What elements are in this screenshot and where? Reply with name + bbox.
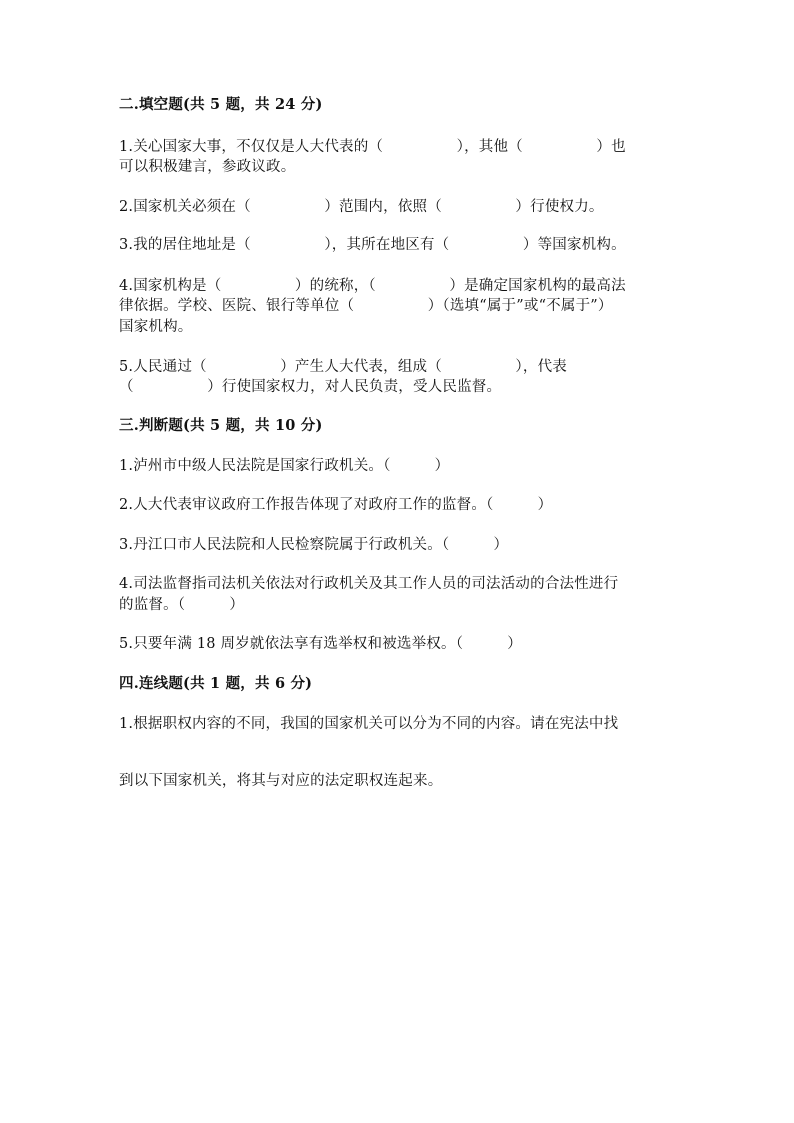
fill-blank-q4-line3: 国家机构。 [119,319,193,335]
fill-blank-q3-line1: 3.我的居住地址是（ ），其所在地区有（ ）等国家机构。 [119,237,626,253]
true-false-q4-line1: 4.司法监督指司法机关依法对行政机关及其工作人员的司法活动的合法性进行 [119,576,619,592]
true-false-q3: 3.丹江口市人民法院和人民检察院属于行政机关。（ ） [119,537,509,553]
fill-blank-q1-line1: 1.关心国家大事，不仅仅是人大代表的（ ），其他（ ）也 [119,139,626,155]
true-false-q4-line2: 的监督。（ ） [119,597,245,613]
fill-blank-q5-line1: 5.人民通过（ ）产生人大代表，组成（ ），代表 [119,359,567,375]
matching-q1-line2: 到以下国家机关，将其与对应的法定职权连起来。 [119,773,443,789]
fill-blank-q2-line1: 2.国家机关必须在（ ）范围内，依照（ ）行使权力。 [119,199,604,215]
true-false-q2: 2.人大代表审议政府工作报告体现了对政府工作的监督。（ ） [119,497,553,513]
matching-q1-line1: 1.根据职权内容的不同，我国的国家机关可以分为不同的内容。请在宪法中找 [119,716,619,732]
section-heading-matching: 四.连线题(共 1 题，共 6 分) [119,675,313,692]
true-false-q1: 1.泸州市中级人民法院是国家行政机关。（ ） [119,458,450,474]
fill-blank-q4-line2: 律依据。学校、医院、银行等单位（ ）（选填“属于”或“不属于”） [119,298,613,314]
fill-blank-q4-line1: 4.国家机构是（ ）的统称，（ ）是确定国家机构的最高法 [119,278,626,294]
fill-blank-q5-line2: （ ）行使国家权力，对人民负责，受人民监督。 [119,379,502,395]
section-heading-fill-blank: 二.填空题(共 5 题，共 24 分) [119,96,323,113]
true-false-q5: 5.只要年满 18 周岁就依法享有选举权和被选举权。（ ） [119,636,522,652]
section-heading-true-false: 三.判断题(共 5 题，共 10 分) [119,417,323,434]
fill-blank-q1-line2: 可以积极建言，参政议政。 [119,159,296,175]
